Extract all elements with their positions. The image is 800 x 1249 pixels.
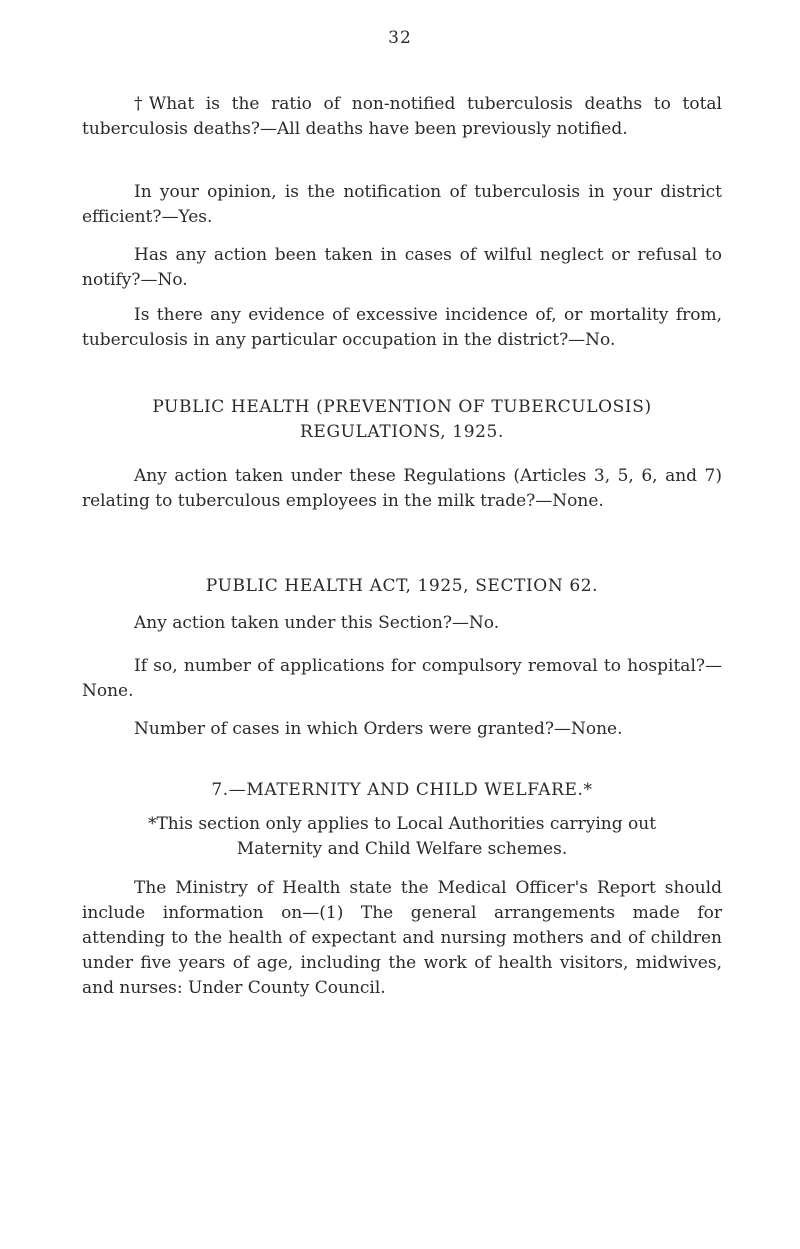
paragraph-regulations-action: Any action taken under these Regulations (Articles 3, 5, 6, and 7) relating to tuberculous employees in the milk trade?—None. bbox=[82, 466, 722, 511]
paragraph-wilful-neglect: Has any action been taken in cases of wilful neglect or refusal to notify?—No. bbox=[82, 245, 722, 290]
paragraph-section-action: Any action taken under this Section?—No. bbox=[134, 613, 500, 633]
page-number: 32 bbox=[388, 28, 412, 48]
heading-line-1: PUBLIC HEALTH (PREVENTION OF TUBERCULOSIS) bbox=[152, 397, 652, 417]
paragraph-compulsory-removal: If so, number of applications for compulsory removal to hospital?—None. bbox=[82, 656, 722, 701]
paragraph-orders-granted: Number of cases in which Orders were granted?—None. bbox=[134, 719, 623, 739]
heading-tuberculosis-regulations bbox=[82, 395, 722, 445]
heading-maternity-child-welfare: 7.—MATERNITY AND CHILD WELFARE.* bbox=[211, 780, 593, 800]
paragraph-occupation-incidence: Is there any evidence of excessive incidence of, or mortality from, tuberculosis in any particular occupation in the district?—No. bbox=[82, 305, 722, 350]
heading-line-2: REGULATIONS, 1925. bbox=[300, 422, 504, 442]
footnote-maternity: *This section only applies to Local Authorities carrying out Maternity and Child Welfare schemes. bbox=[147, 814, 657, 859]
paragraph-ministry-of-health: The Ministry of Health state the Medical Officer's Report should include information on—(1) The general arrangements made for attending to the health of expectant and nursing mothers and of children under five years of age, including the work of health visitors, midwives, and nurses: Under County Council. bbox=[82, 878, 722, 998]
paragraph-non-notified-deaths: †What is the ratio of non-notified tuberculosis deaths to total tuberculosis deaths?—All deaths have been previously notified. bbox=[82, 94, 722, 139]
heading-public-health-act: PUBLIC HEALTH ACT, 1925, SECTION 62. bbox=[205, 576, 599, 596]
paragraph-notification-efficient: In your opinion, is the notification of tuberculosis in your district efficient?—Yes. bbox=[82, 182, 722, 227]
